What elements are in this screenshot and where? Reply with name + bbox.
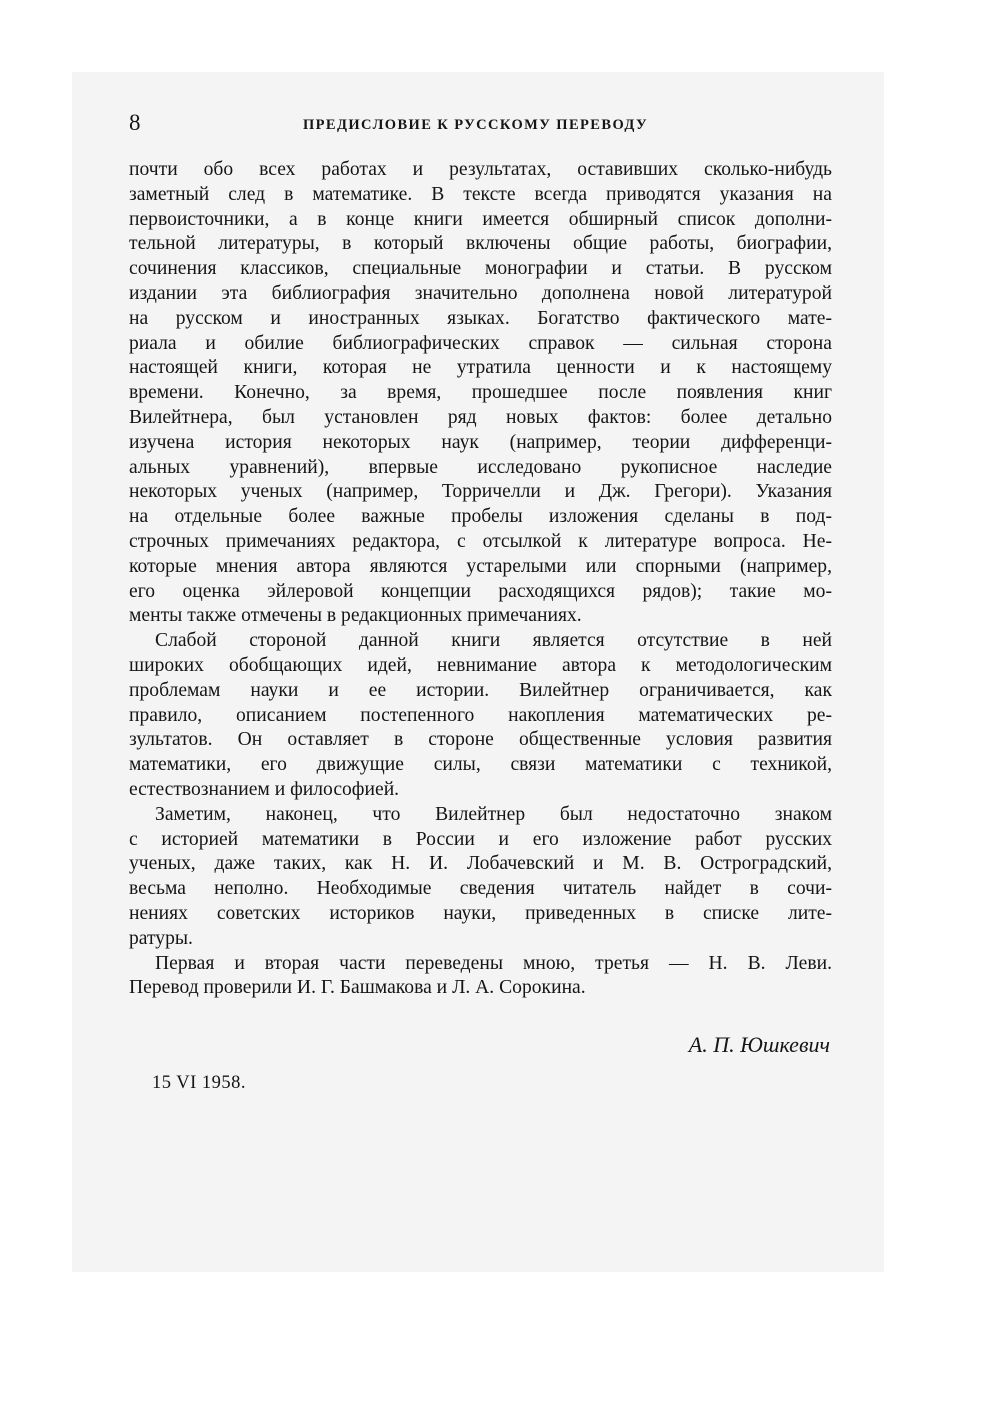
text-line: ученых, даже таких, как Н. И. Лобачевский и М. В. Остроградский, xyxy=(129,853,832,875)
text-line: Перевод проверили И. Г. Башмакова и Л. А. Сорокина. xyxy=(129,977,586,999)
date-line: 15 VI 1958. xyxy=(152,1073,247,1093)
text-line: зультатов. Он оставляет в стороне общественные условия развития xyxy=(129,729,832,751)
text-line: первоисточники, а в конце книги имеется обширный список дополни- xyxy=(129,208,832,230)
author-signature: А. П. Юшкевич xyxy=(688,1032,830,1057)
page-header xyxy=(129,108,829,138)
text-line: строчных примечаниях редактора, с отсылкой к литературе вопроса. Не- xyxy=(129,530,832,552)
text-line: ратуры. xyxy=(129,927,193,949)
text-line: альных уравнений), впервые исследовано рукописное наследие xyxy=(129,456,832,478)
page-number: 8 xyxy=(129,110,141,135)
text-line: на отдельные более важные пробелы изложения сделаны в под- xyxy=(129,506,832,528)
text-line: времени. Конечно, за время, прошедшее после появления книг xyxy=(129,382,832,404)
text-line: риала и обилие библиографических справок — сильная сторона xyxy=(129,332,832,354)
text-line: которые мнения автора являются устарелыми или спорными (например, xyxy=(129,555,832,577)
text-line: на русском и иностранных языках. Богатство фактического мате- xyxy=(129,307,832,329)
text-line: проблемам науки и ее истории. Вилейтнер ограничивается, как xyxy=(129,679,832,701)
text-line: некоторых ученых (например, Торричелли и Дж. Грегори). Указания xyxy=(129,481,832,503)
text-line: Слабой стороной данной книги является отсутствие в ней xyxy=(155,630,832,652)
text-line: тельной литературы, в который включены общие работы, биографии, xyxy=(129,233,832,255)
text-line: заметный след в математике. В тексте всегда приводятся указания на xyxy=(129,183,832,205)
text-line: правило, описанием постепенного накопления математических ре- xyxy=(129,704,832,726)
text-line: почти обо всех работах и результатах, оставивших сколько-нибудь xyxy=(129,159,832,180)
text-line: изучена история некоторых наук (например, теории дифференци- xyxy=(129,431,832,453)
text-line: нениях советских историков науки, приведенных в списке лите- xyxy=(129,902,832,924)
text-line: настоящей книги, которая не утратила ценности и к настоящему xyxy=(129,357,832,379)
text-line: весьма неполно. Необходимые сведения читатель найдет в сочи- xyxy=(129,878,832,900)
text-line: естествознанием и философией. xyxy=(129,778,400,800)
text-line: широких обобщающих идей, невнимание автора к методологическим xyxy=(129,654,832,676)
text-line: менты также отмечены в редакционных примечаниях. xyxy=(129,605,582,627)
text-line: Заметим, наконец, что Вилейтнер был недостаточно знаком xyxy=(155,803,832,825)
text-line: Вилейтнера, был установлен ряд новых фактов: более детально xyxy=(129,406,832,428)
text-line: издании эта библиография значительно дополнена новой литературой xyxy=(129,282,832,304)
text-line: математики, его движущие силы, связи математики с техникой, xyxy=(129,754,832,776)
text-line: Первая и вторая части переведены мною, третья — Н. В. Леви. xyxy=(155,952,832,974)
text-line: с историей математики в России и его изложение работ русских xyxy=(129,828,832,850)
text-line: сочинения классиков, специальные монографии и статьи. В русском xyxy=(129,258,832,280)
running-title: ПРЕДИСЛОВИЕ К РУССКОМУ ПЕРЕВОДУ xyxy=(303,117,649,133)
body-text xyxy=(129,158,832,1001)
text-line: его оценка эйлеровой концепции расходящихся рядов); такие мо- xyxy=(129,580,832,602)
